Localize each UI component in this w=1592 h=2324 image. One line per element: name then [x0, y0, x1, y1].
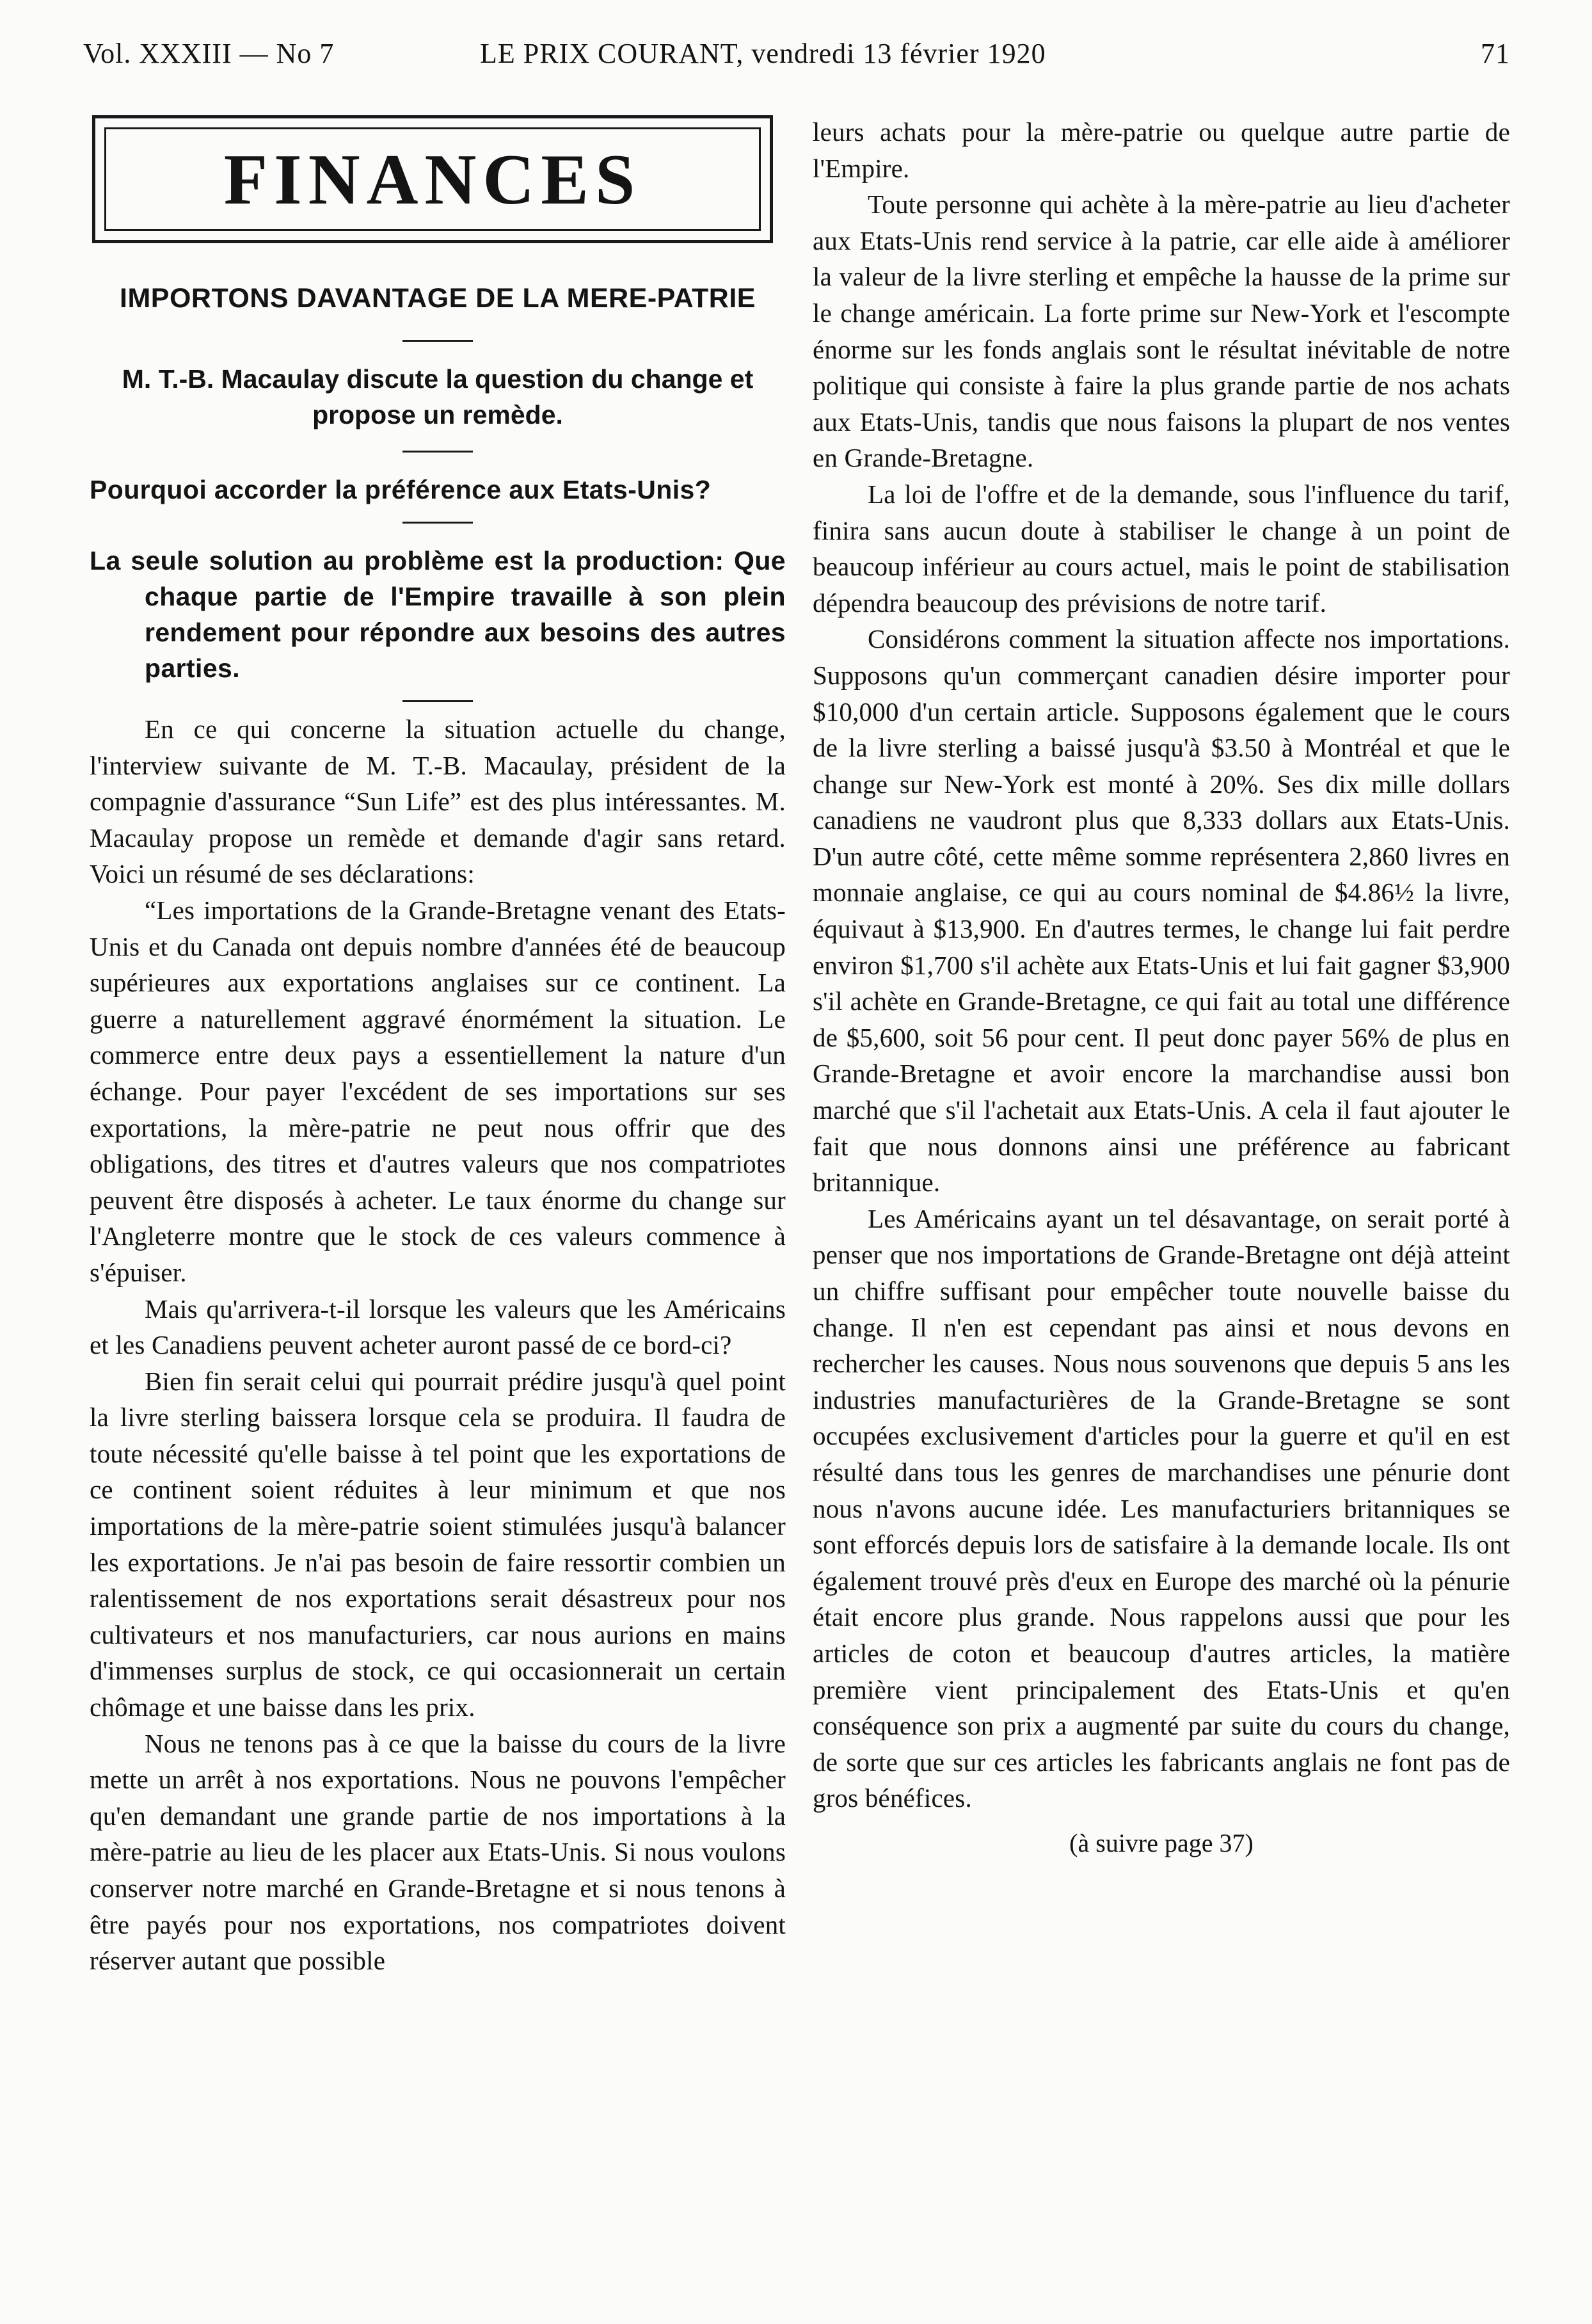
paragraph: Les Américains ayant un tel désavantage, on serait porté à penser que nos importations de Grande-Bretagne ont déjà atteint un chiffre suffisant pour empêcher toute nouvelle baisse du change. Il n'en est cependant pas ainsi et nous devons en rechercher les causes. Nous nous souvenons que depuis 5 ans les industries manufacturières de la Grande-Bretagne se sont occupées exclusivement d'articles pour la guerre et qu'il en est résulté dans tous les genres de marchandises une pénurie dont nous n'avons aucune idée. Les manufacturiers britanniques se sont efforcés depuis lors de satisfaire à la demande locale. Ils ont également trouvé près d'eux en Europe des marché où la pénurie était encore plus grande. Nous rappelons aussi que pour les articles de coton et beaucoup d'autres articles, la matière première vient principalement des Etats-Unis et qu'en conséquence son prix a augmenté par suite du cours du change, de sorte que sur ces articles les fabricants anglais ne font pas de gros bénéfices. [813, 1203, 1510, 1813]
divider-rule [402, 451, 473, 453]
right-column [813, 114, 1510, 1858]
article-headline: IMPORTONS DAVANTAGE DE LA MERE-PATRIE [120, 283, 756, 314]
paragraph: La loi de l'offre et de la demande, sous l'influence du tarif, finira sans aucun doute à stabiliser le change à un point de beaucoup inférieur au cours actuel, mais le point de stabilisation dépendra beaucoup des prévisions de notre tarif. [813, 479, 1510, 618]
section-banner [92, 115, 773, 243]
paragraph: Bien fin serait celui qui pourrait prédire jusqu'à quel point la livre sterling baissera lorsque cela se produira. Il faudra de toute nécessité qu'elle baisse à tel point que les exportations de ce continent soient réduites à leur minimum et que nos importations de la mère-patrie soient stimulées jusqu'à balancer les exportations. Je n'ai pas besoin de faire ressortir combien un ralentissement de nos exportations serait désastreux pour nos cultivateurs et nos manufacturiers, car nous aurions en mains d'immenses surplus de stock, ce qui occasionnerait un certain chômage et une baisse dans les prix. [90, 1366, 786, 1722]
paragraph: Nous ne tenons pas à ce que la baisse du cours de la livre mette un arrêt à nos exportations. Nous ne pouvons l'empêcher qu'en demandant une grande partie de nos importations à la mère-patrie au lieu de les placer aux Etats-Unis. Si nous voulons conserver notre marché en Grande-Bretagne et si nous tenons à être payés pour nos exportations, nos compatriotes doivent réserver autant que possible [90, 1728, 786, 1976]
paragraph: Mais qu'arrivera-t-il lorsque les valeurs que les Américains et les Canadiens peuvent acheter auront passé de ce bord-ci? [90, 1294, 786, 1360]
question-heading: Pourquoi accorder la préférence aux Etats-Unis? [90, 475, 712, 504]
solution-heading: La seule solution au problème est la production: Que chaque partie de l'Empire travaille à son plein rendement pour répondre aux besoins des autres parties. [90, 546, 786, 683]
divider-rule [402, 340, 473, 342]
publication-title: LE PRIX COURANT, vendredi 13 février 1920 [480, 38, 1046, 69]
paragraph: En ce qui concerne la situation actuelle du change, l'interview suivante de M. T.-B. Macaulay, président de la compagnie d'assurance “Sun Life” est des plus intéressantes. M. Macaulay propose un remède et demande d'agir sans retard. Voici un résumé de ses déclarations: [90, 714, 786, 889]
paragraph: “Les importations de la Grande-Bretagne venant des Etats-Unis et du Canada ont depuis nombre d'années été de beaucoup supérieures aux exportations anglaises sur ce continent. La guerre a naturellement aggravé énormément la situation. Le commerce entre deux pays a essentiellement la nature d'un échange. Pour payer l'excédent de ses importations sur ses exportations, la mère-patrie ne peut nous offrir que des obligations, des titres et d'autres valeurs que nos compatriotes peuvent être disposés à acheter. Le taux énorme du change sur l'Angleterre montre que le stock de ces valeurs commence à s'épuiser. [90, 895, 786, 1287]
left-body-text [90, 711, 786, 1979]
section-title: FINANCES [223, 140, 642, 220]
left-column [90, 115, 786, 1979]
page-number: 71 [1481, 38, 1510, 69]
paragraph: Considérons comment la situation affecte nos importations. Supposons qu'un commerçant canadien désire importer pour $10,000 d'un certain article. Supposons également que le cours de la livre sterling a baissé jusqu'à $3.50 à Montréal et que le change sur New-York est monté à 20%. Ses dix mille dollars canadiens ne vaudront plus que 8,333 dollars aux Etats-Unis. D'un autre côté, cette même somme représentera 2,860 livres en monnaie anglaise, ce qui au cours nominal de $4.86½ la livre, équivaut à $13,900. En d'autres termes, le change lui fait perdre environ $1,700 s'il achète aux Etats-Unis et lui fait gagner $3,900 s'il achète en Grande-Bretagne, ce qui fait au total une différence de $5,600, soit 56 pour cent. Il peut donc payer 56% de plus en Grande-Bretagne et avoir encore la marchandise aussi bon marché que s'il l'achetait aux Etats-Unis. A cela il faut ajouter le fait que nous donnons ainsi une préférence au fabricant britannique. [813, 624, 1510, 1198]
volume-number: Vol. XXXIII — No 7 [83, 38, 335, 69]
continued-note: (à suivre page 37) [1069, 1828, 1254, 1857]
right-body-text [813, 114, 1510, 1816]
paragraph: Toute personne qui achète à la mère-patrie au lieu d'acheter aux Etats-Unis rend service à la patrie, car elle aide à améliorer la valeur de la livre sterling et empêche la hausse de la prime sur le change américain. La forte prime sur New-York et l'escompte énorme sur les fonds anglais sont le résultat inévitable de notre politique qui consiste à faire la plus grande partie de nos achats aux Etats-Unis, tandis que nous faisons la plupart de nos ventes en Grande-Bretagne. [813, 189, 1510, 473]
divider-rule [402, 700, 473, 702]
running-header [83, 37, 1510, 82]
article-subhead: M. T.-B. Macaulay discute la question du change et propose un remède. [122, 364, 754, 429]
paragraph-continuation: leurs achats pour la mère-patrie ou quelque autre partie de l'Empire. [813, 117, 1510, 183]
divider-rule [402, 522, 473, 524]
